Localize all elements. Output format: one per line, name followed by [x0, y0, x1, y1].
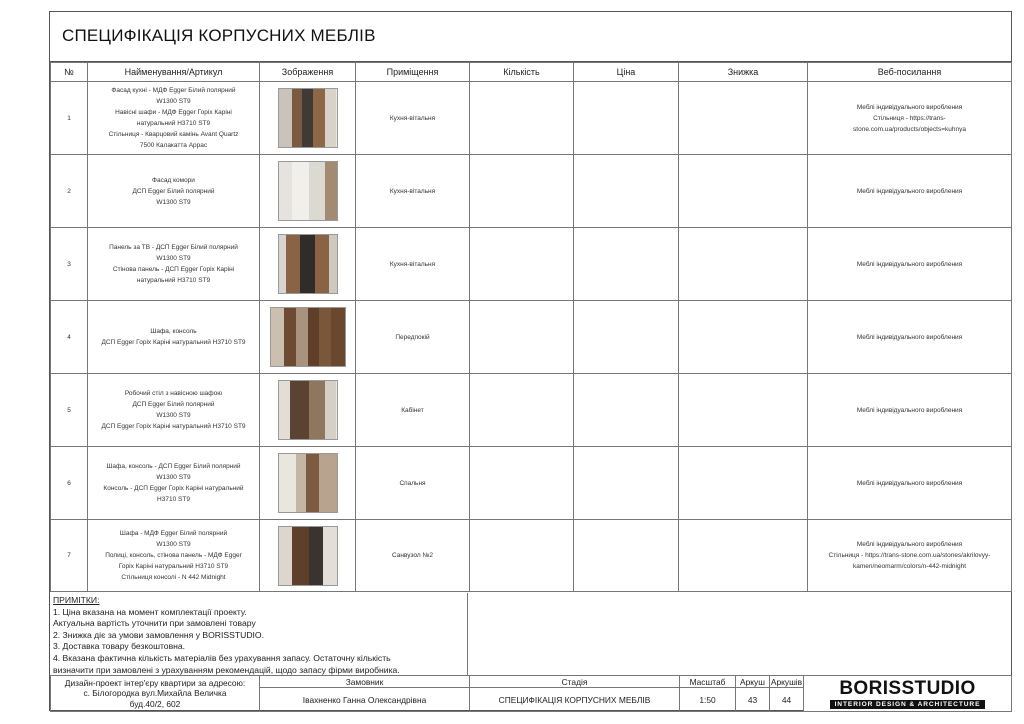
stage-value: СПЕЦИФІКАЦІЯ КОРПУСНИХ МЕБЛІВ: [470, 688, 680, 712]
item-image-cell: [260, 228, 356, 301]
notes-block: [50, 593, 468, 676]
item-web-link: Меблі індивідуального виробления: [808, 301, 1012, 374]
item-room: Кухня-вітальня: [356, 155, 470, 228]
item-price: [574, 374, 679, 447]
table-row: [51, 447, 1012, 520]
pantry-render-image: [278, 161, 338, 221]
column-header-discount: Знижка: [679, 63, 808, 82]
client-label: Замовник: [260, 676, 470, 688]
item-name: Панель за ТВ - ДСП Egger Білий полярний W1300 ST9 Стінова панель - ДСП Egger Горіх Карінi натуральний H3710 ST9: [88, 228, 260, 301]
row-number: 4: [51, 301, 88, 374]
scale-label: Масштаб: [680, 676, 736, 688]
client-value: Івахненко Ганна Олександрівна: [260, 688, 470, 712]
bedroom-render-image: [278, 453, 338, 513]
item-price: [574, 228, 679, 301]
bathroom-render-image: [278, 526, 338, 586]
title-block: [50, 675, 1012, 712]
note-line: Актуальна вартість уточнити при замовлені товару: [53, 618, 256, 629]
row-number: 7: [51, 520, 88, 592]
item-quantity: [470, 520, 574, 592]
sheets-value: 44: [770, 688, 804, 712]
note-line: визначити при замовлені з урахуванням рекомендацій, щодо запасу фірми виробника.: [53, 664, 400, 675]
table-row: [51, 82, 1012, 155]
item-name: Шафа - МДФ Egger Білий полярний W1300 ST9 Полиці, консоль, стінова панель - МДФ Egger Горіх Карiні натуральний H3710 ST9 Стільниця консолі - N 442 Midnight: [88, 520, 260, 592]
item-quantity: [470, 374, 574, 447]
table-row: [51, 155, 1012, 228]
item-room: Кухня-вітальня: [356, 228, 470, 301]
item-quantity: [470, 155, 574, 228]
item-quantity: [470, 228, 574, 301]
company-logo: [804, 676, 1012, 712]
table-header-row: [51, 63, 1012, 82]
item-discount: [679, 520, 808, 592]
kitchen-render-image: [278, 88, 338, 148]
specification-table: [50, 62, 1012, 592]
item-image-cell: [260, 520, 356, 592]
table-row: [51, 374, 1012, 447]
item-image-cell: [260, 82, 356, 155]
item-quantity: [470, 301, 574, 374]
item-quantity: [470, 82, 574, 155]
item-name: Шафа, консоль - ДСП Egger Білий полярний W1300 ST9 Консоль - ДСП Egger Горіх Карiні натуральний H3710 ST9: [88, 447, 260, 520]
item-web-link: Меблі індивідуального виробления: [808, 228, 1012, 301]
table-row: [51, 301, 1012, 374]
stage-label: Стадія: [470, 676, 680, 688]
notes-heading: ПРИМІТКИ:: [53, 595, 100, 605]
title-bar: [50, 12, 1011, 62]
item-price: [574, 155, 679, 228]
specification-sheet: [49, 11, 1012, 711]
column-header-name: Найменування/Артикул: [88, 63, 260, 82]
row-number: 2: [51, 155, 88, 228]
note-line: 1. Ціна вказана на момент комплектації проекту.: [53, 606, 247, 617]
row-number: 3: [51, 228, 88, 301]
office-render-image: [278, 380, 338, 440]
item-image-cell: [260, 155, 356, 228]
item-web-link: Меблі індивідуального виробления: [808, 374, 1012, 447]
item-web-link: Меблі індивідуального виробления: [808, 155, 1012, 228]
item-room: Кухня-вітальня: [356, 82, 470, 155]
item-price: [574, 82, 679, 155]
sheet-value: 43: [736, 688, 770, 712]
item-price: [574, 301, 679, 374]
row-number: 1: [51, 82, 88, 155]
item-web-link: Меблі індивідуального виробления Стільниця - https://trans- stone.com.ua/products/objects=kuhnya: [808, 82, 1012, 155]
item-discount: [679, 228, 808, 301]
column-header-web-link: Веб-посилання: [808, 63, 1012, 82]
column-header-number: №: [51, 63, 88, 82]
column-header-room: Приміщення: [356, 63, 470, 82]
sheet-label: Аркуш: [736, 676, 770, 688]
item-discount: [679, 155, 808, 228]
note-line: 2. Знижка діє за умови замовлення у BORISSTUDIO.: [53, 629, 264, 640]
item-discount: [679, 447, 808, 520]
hallway-render-image: [270, 307, 346, 367]
item-discount: [679, 82, 808, 155]
item-web-link: Меблі індивідуального виробления Стільниця - https://trans-stone.com.ua/stones/akrilovyy- kamen/neomarm/colors/n-442-midnight: [808, 520, 1012, 592]
item-room: Санвузол №2: [356, 520, 470, 592]
column-header-quantity: Кількість: [470, 63, 574, 82]
item-room: Передпокій: [356, 301, 470, 374]
item-name: Фасад кухні - МДФ Egger Білий полярний W1300 ST9 Навісні шафи - МДФ Egger Горіх Каріні натуральний H3710 ST9 Стільниця - Кварцовий камінь Avant Quartz 7500 Калакатта Аррас: [88, 82, 260, 155]
item-price: [574, 447, 679, 520]
item-quantity: [470, 447, 574, 520]
item-web-link: Меблі індивідуального виробления: [808, 447, 1012, 520]
item-name: Фасад комори ДСП Egger Білий полярний W1300 ST9: [88, 155, 260, 228]
item-image-cell: [260, 374, 356, 447]
row-number: 6: [51, 447, 88, 520]
item-name: Шафа, консоль ДСП Egger Горіх Карiні натуральний H3710 ST9: [88, 301, 260, 374]
logo-tagline: INTERIOR DESIGN & ARCHITECTURE: [830, 700, 986, 709]
table-row: [51, 520, 1012, 592]
table-row: [51, 228, 1012, 301]
row-number: 5: [51, 374, 88, 447]
item-image-cell: [260, 301, 356, 374]
scale-value: 1:50: [680, 688, 736, 712]
item-discount: [679, 301, 808, 374]
logo-wordmark: BORISSTUDIO: [839, 677, 976, 699]
item-name: Робочий стіл з навісною шафою ДСП Egger Білий полярний W1300 ST9 ДСП Egger Горіх Карiні натуральний H3710 ST9: [88, 374, 260, 447]
page-title: СПЕЦИФІКАЦІЯ КОРПУСНИХ МЕБЛІВ: [62, 26, 376, 45]
sheets-label: Аркушів: [770, 676, 803, 687]
item-room: Кабінет: [356, 374, 470, 447]
note-line: 3. Доставка товару безкоштовна.: [53, 641, 186, 652]
tv-panel-render-image: [278, 234, 338, 294]
column-header-price: Ціна: [574, 63, 679, 82]
project-address: Дизайн-проект інтер'єру квартири за адресою: с. Білогородка вул.Михайла Величка буд.40/2, 602: [51, 676, 260, 712]
column-header-image: Зображення: [260, 63, 356, 82]
item-price: [574, 520, 679, 592]
item-discount: [679, 374, 808, 447]
item-image-cell: [260, 447, 356, 520]
item-room: Спальня: [356, 447, 470, 520]
note-line: 4. Вказана фактична кількість матеріалів без урахування запасу. Остаточну кількість: [53, 652, 391, 663]
